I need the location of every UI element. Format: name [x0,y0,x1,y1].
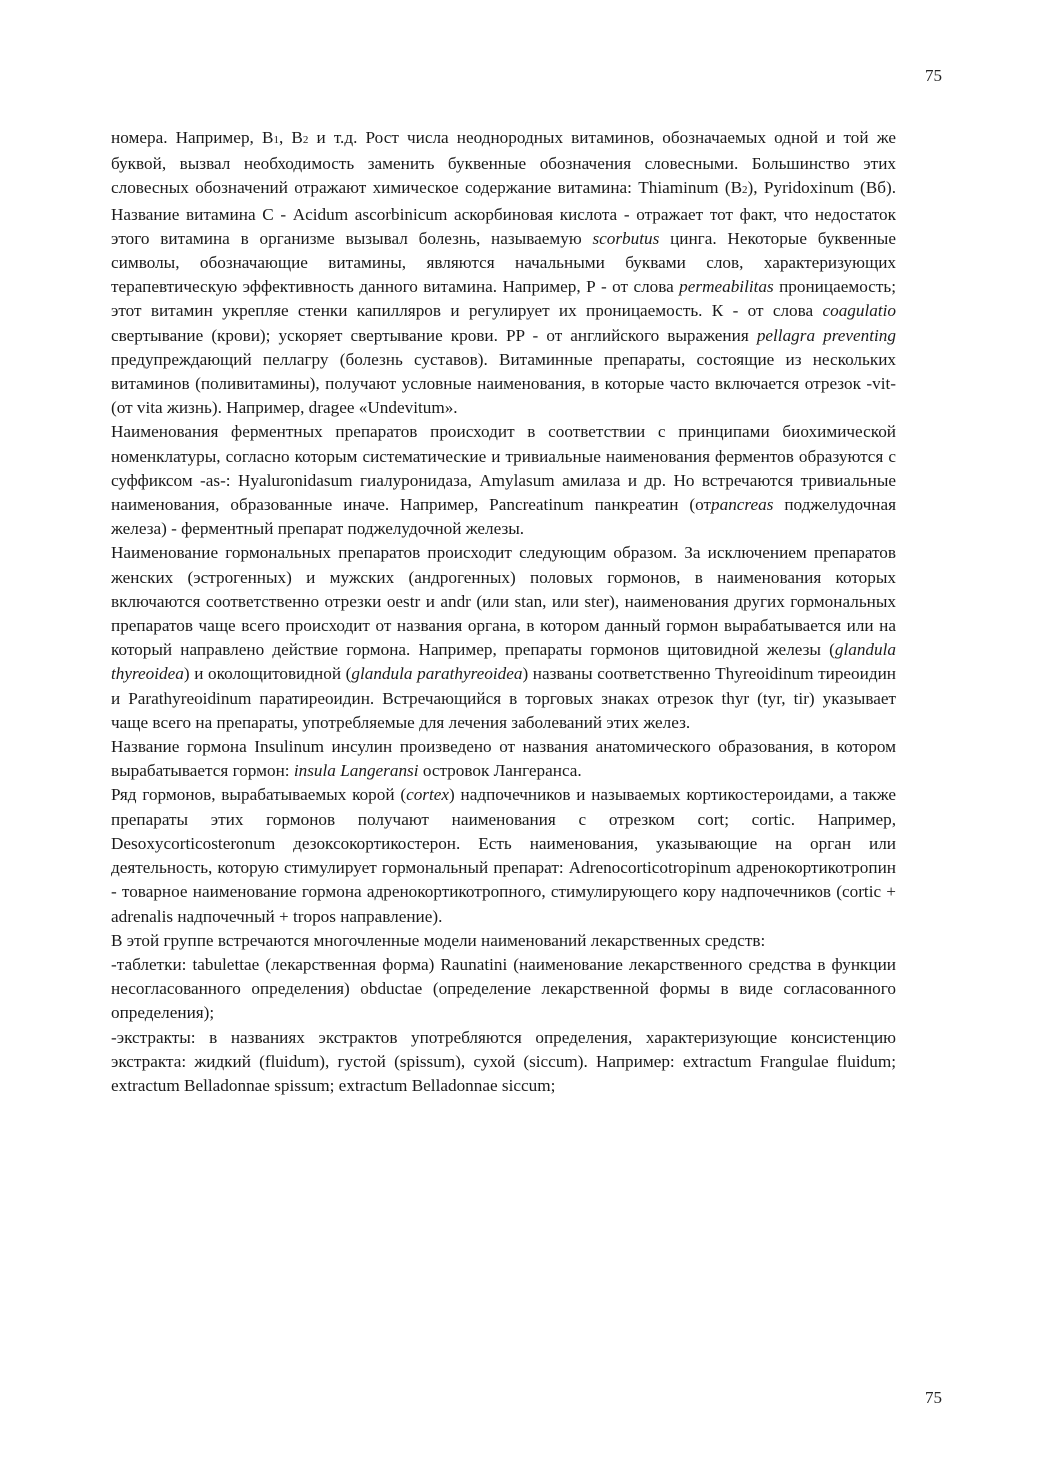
text-run: островок Лангеранса. [418,761,582,781]
page-number-bottom: 75 [925,1388,942,1407]
paragraph [111,541,896,735]
paragraph [111,735,896,783]
text-run: ) надпочечников и называемых кортикостероидами, а также препараты этих гормонов получают наименования с отрезком cort; cortic. Например, Desoxycorticosteronum дезоксокортикостерон. Есть наименования, указывающие на орган или деятельность, которую стимулирует гормональный препарат: Adrenocorticotropinum адренокортикотропин - товарное наименование гормона адренокортикотропного, стимулирующего кору надпочечников (cortic + adrenalis надпочечный + tropos направление). [111,785,896,926]
text-run: Название гормона Insulinum инсулин произведено от названия анатомического образования, в котором вырабатывается гормон: [111,737,896,781]
text-run: -таблетки: tabulettae (лекарственная форма) Raunatini (наименование лекарственного средства в функции несогласованного определения) obductae (определение лекарственной формы в виде согласованного определения); [111,954,896,1023]
text-run: ) названы соответственно Thyreoidinum тиреоидин и Parathyreoidinum паратиреоидин. Встречающийся в торговых знаках отрезок thyr (tyr, tir) указывает чаще всего на препараты, употребляемые для лечения заболеваний этих желез. [111,664,896,732]
italic-term: scorbutus [592,228,660,248]
text-run: проницаемость; этот витамин укрепляе стенки капилляров и регулирует их проницаемость. К - от слова [111,277,896,321]
text-run: В этой группе встречаются многочленные модели наименований лекарственных средств: [111,930,766,950]
subscript: 2 [302,134,309,146]
text-run: Наименование гормональных препаратов происходит следующим образом. За исключением препаратов женских (эстрогенных) и мужских (андрогенных) половых гормонов, в наименования которых включаются соответственно отрезки oestr и andr (или stan, или ster), наименования других гормональных препаратов чаще всего происходит от названия органа, в котором данный гормон вырабатывается или на который направлено действие гормона. Например, препараты гормонов щитовидной железы ( [111,543,896,660]
text-run: ), Pyridoxinum (Вб). Название витамина С - Acidum ascorbinicum аскорбиновая кислота - отражает тот факт, что недостаток этого витамина в организме вызывал болезнь, называемую [111,178,896,248]
italic-term: pancreas [711,495,774,515]
text-run: и т.д. Рост числа неоднородных витаминов, обозначаемых одной и той же буквой, вызвал необходимость заменить буквенные обозначения словесными. Большинство этих словесных обозначений отражают химическое содержание витамина: Thiaminum (В [111,128,896,198]
subscript: 2 [742,184,748,197]
italic-term: permeabilitas [679,277,774,297]
paragraph [111,420,896,541]
body-text [111,126,896,1098]
italic-term: pellagra preventing [756,325,896,345]
text-run: -экстракты: в названиях экстрактов употребляются определения, характеризующие консистенцию экстракта: жидкий (fluidum), густой (spissum), сухой (siccum). Например: extractum Frangulae fluidum; extractum Belladonnae spissum; extractum Belladonnae siccum; [111,1027,896,1095]
italic-term: cortex [406,785,450,805]
text-run: цинга. Некоторые буквенные символы, обозначающие витамины, являются начальными буквами слов, характеризующих терапевтическую эффективность данного витамина. Например, Р - от слова [111,228,896,297]
paragraph [111,953,896,1026]
paragraph [111,126,896,420]
italic-term: glandula thyreoidea [111,640,896,684]
text-run: Ряд гормонов, вырабатываемых корой ( [111,785,407,805]
italic-term: coagulatio [822,301,896,321]
text-run: предупреждающий пеллагру (болезнь суставов). Витаминные препараты, состоящие из нескольких витаминов (поливитамины), получают условные наименования, в которые часто включается отрезок -vit- (от vita жизнь). Например, dragee «Undevitum». [111,349,896,418]
text-run: поджелудочная железа) - ферментный препарат поджелудочной железы. [111,495,896,539]
text-run: свертывание (крови); ускоряет свертывание крови. PP - от английского выражения [111,325,757,345]
paragraph [111,783,896,928]
text-run: номера. Например, В [111,128,274,147]
text-run: ) и околощитовидной ( [183,664,352,684]
subscript: 1 [273,134,279,146]
text-run: Наименования ферментных препаратов происходит в соответствии с принципами биохимической номенклатуры, согласно которым систематические и тривиальные наименования ферментов образуются с суффиксом -as-: Hyaluronidasum гиалуронидаза, Amylasum амилаза и др. Но встречаются тривиальные наименования, образованные иначе. Например, Pancreatinum панкреатин (от [111,422,896,515]
italic-term: insula Langeransi [293,761,419,781]
paragraph [111,929,896,953]
text-run: , В [278,128,303,147]
paragraph [111,1026,896,1099]
italic-term: glandula parathyreoidea [351,664,523,684]
page-number-top: 75 [925,66,942,85]
